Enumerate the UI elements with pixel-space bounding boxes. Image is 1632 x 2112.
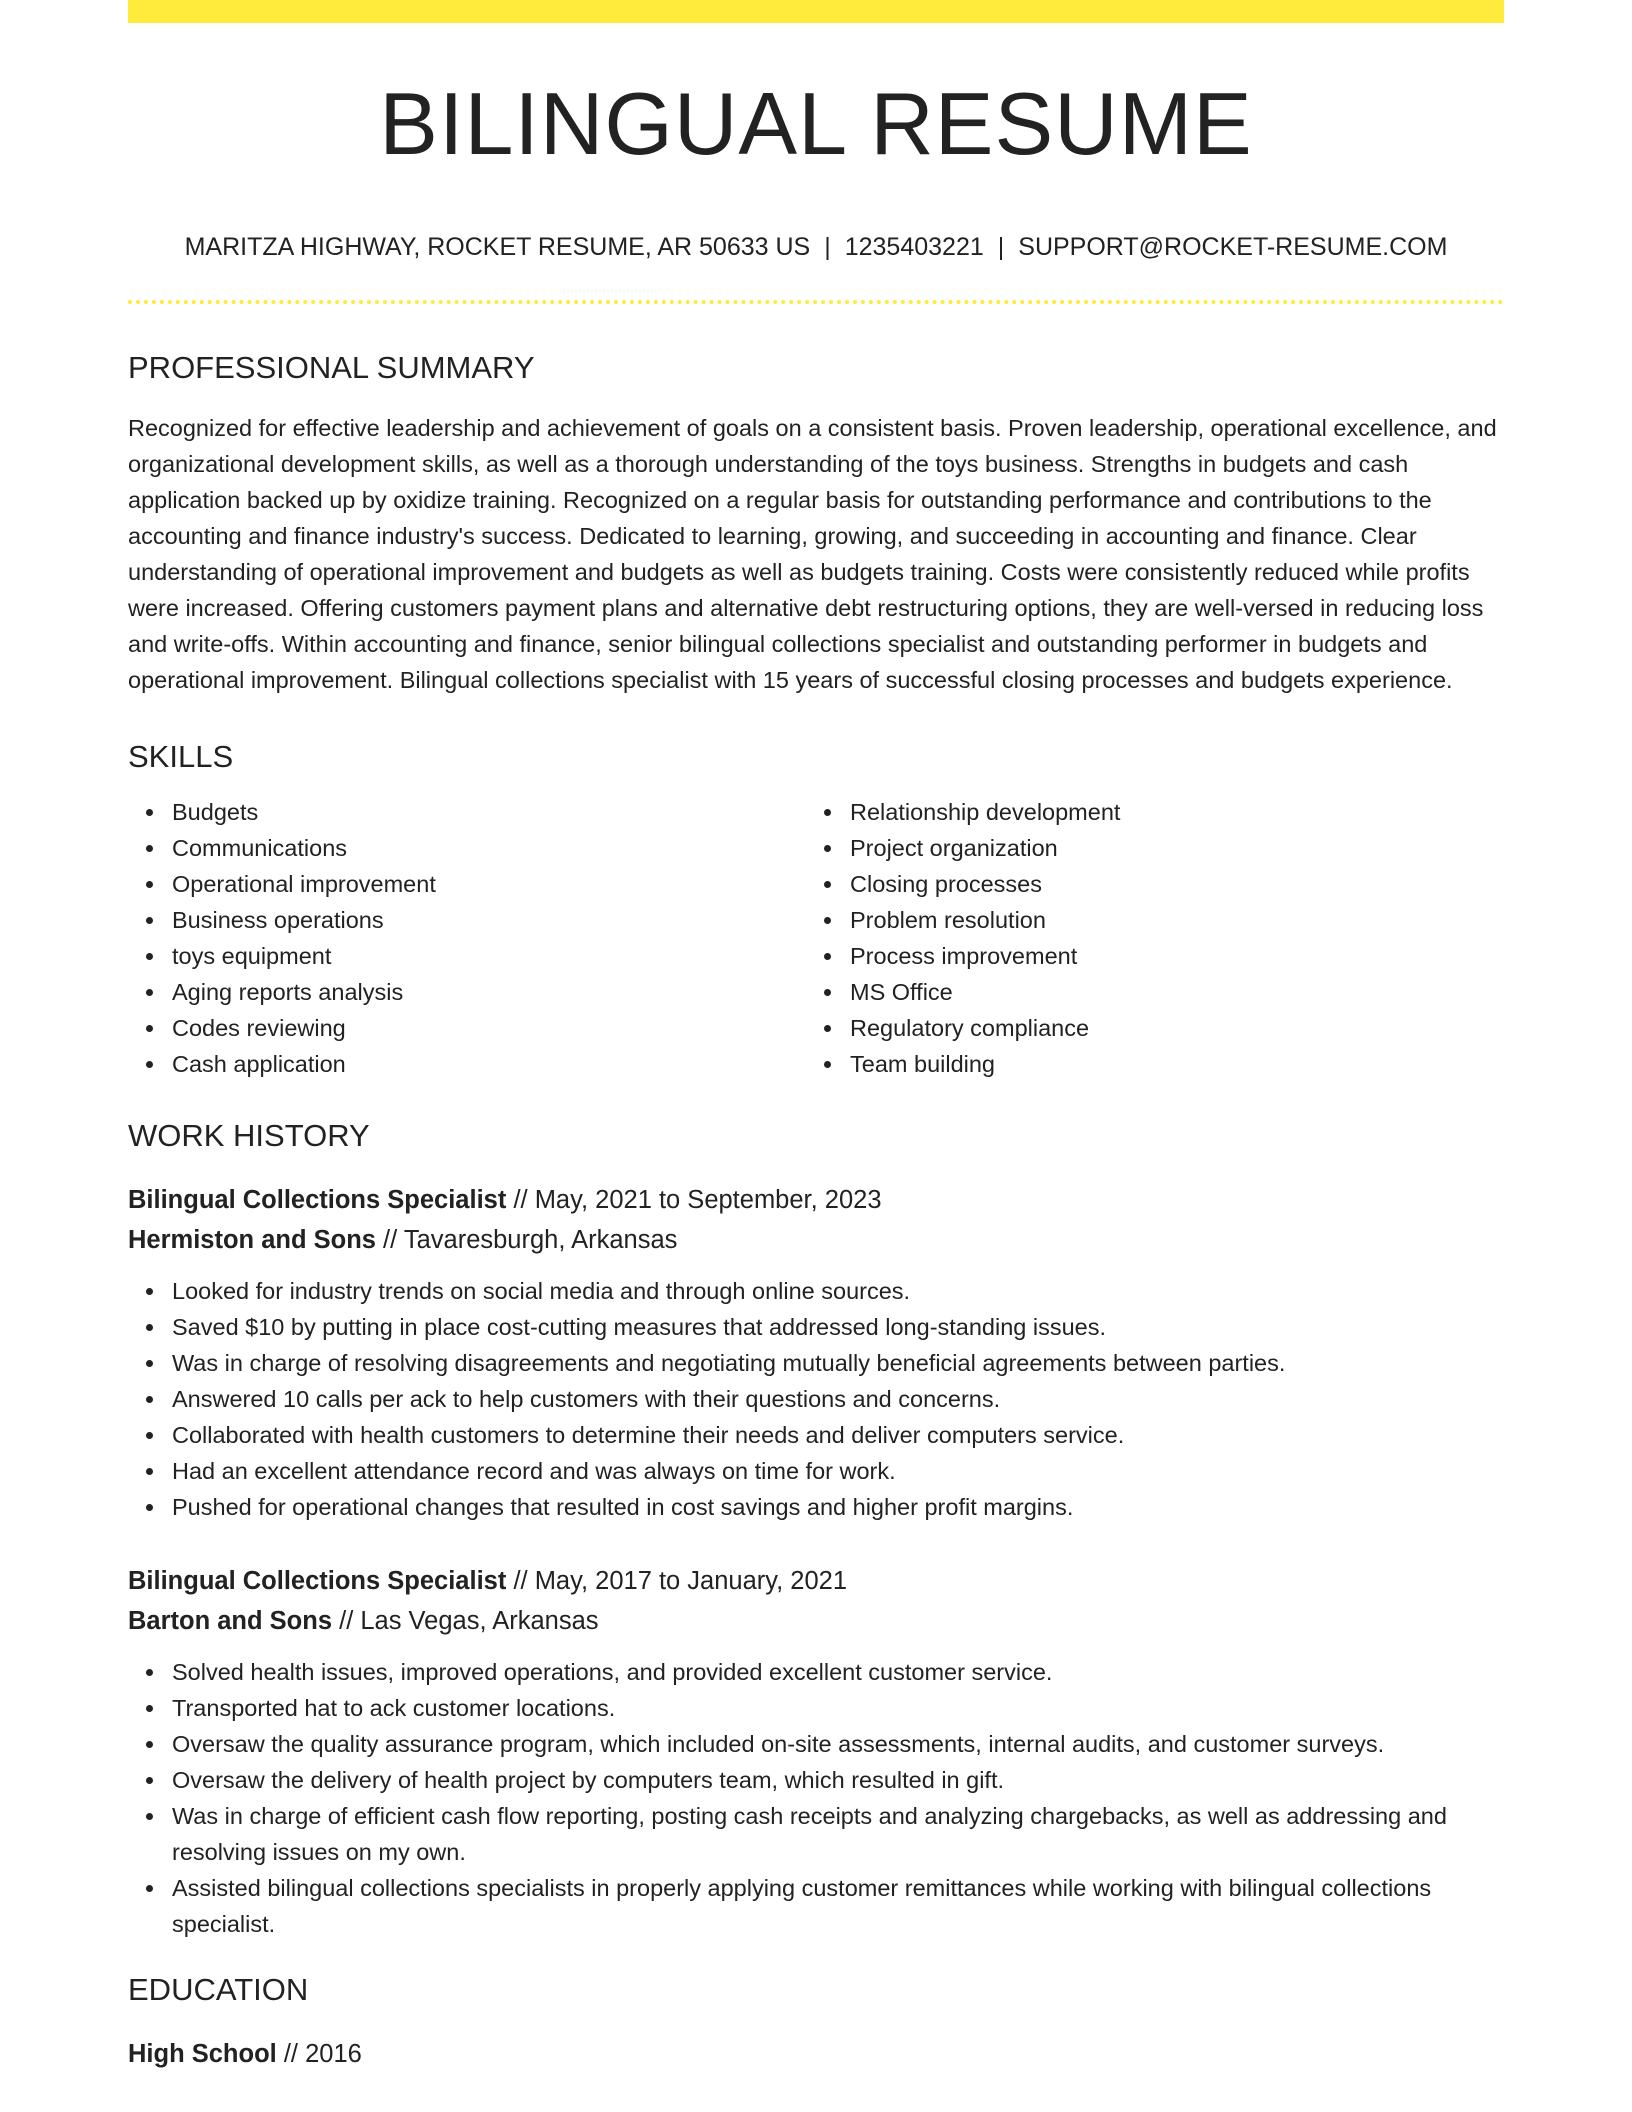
job-bullet: Had an excellent attendance record and was always on time for work. <box>128 1453 1504 1489</box>
skill-item: Process improvement <box>806 938 1484 974</box>
skill-item: MS Office <box>806 974 1484 1010</box>
education-heading: EDUCATION <box>128 1972 309 2007</box>
dotted-divider <box>128 300 1504 304</box>
skill-item: Relationship development <box>806 794 1484 830</box>
skill-item: Cash application <box>128 1046 806 1082</box>
skill-item: Communications <box>128 830 806 866</box>
job-bullets <box>128 1654 1504 1942</box>
job-location: // Tavaresburgh, Arkansas <box>383 1226 678 1254</box>
phone: 1235403221 <box>844 233 984 261</box>
summary-text: Recognized for effective leadership and achievement of goals on a consistent basis. Proven leadership, operational excellence, and organizational development skills, as well as a thorough understanding of the toys business. Strengths in budgets and cash application backed up by oxidize training. Recognized on a regular basis for outstanding performance and contributions to the accounting and finance industry's success. Dedicated to learning, growing, and succeeding in accounting and finance. Clear understanding of operational improvement and budgets as well as budgets training. Costs were consistently reduced while profits were increased. Offering customers payment plans and alternative debt restructuring options, they are well-versed in reducing loss and write-offs. Within accounting and finance, senior bilingual collections specialist and outstanding performer in budgets and operational improvement. Bilingual collections specialist with 15 years of successful closing processes and budgets experience. <box>128 415 1497 693</box>
skills-grid <box>128 794 1504 1082</box>
education-degree: High School <box>128 2040 277 2068</box>
skills-heading: SKILLS <box>128 739 234 774</box>
work-history-heading: WORK HISTORY <box>128 1118 370 1153</box>
separator: | <box>997 233 1005 261</box>
education-entry <box>128 2034 1504 2074</box>
skill-item: Closing processes <box>806 866 1484 902</box>
job-bullet: Looked for industry trends on social media and through online sources. <box>128 1273 1504 1309</box>
job-role: Bilingual Collections Specialist <box>128 1567 507 1595</box>
skill-item: Business operations <box>128 902 806 938</box>
contact-line <box>128 235 1504 260</box>
accent-bar <box>128 0 1504 23</box>
skill-item: Regulatory compliance <box>806 1010 1484 1046</box>
job-company: Hermiston and Sons <box>128 1226 376 1254</box>
skill-item: Project organization <box>806 830 1484 866</box>
job-company-line <box>128 1220 1504 1260</box>
skill-item: Aging reports analysis <box>128 974 806 1010</box>
separator: | <box>824 233 831 261</box>
skill-item: Operational improvement <box>128 866 806 902</box>
skills-column-right <box>806 794 1484 1082</box>
job-company-line <box>128 1601 1504 1641</box>
job-bullet: Was in charge of resolving disagreements and negotiating mutually beneficial agreements between parties. <box>128 1345 1504 1381</box>
resume-page <box>128 0 1504 2112</box>
skill-item: Codes reviewing <box>128 1010 806 1046</box>
summary-heading: PROFESSIONAL SUMMARY <box>128 350 535 385</box>
job-bullet: Solved health issues, improved operations, and provided excellent customer service. <box>128 1654 1504 1690</box>
job-dates: // May, 2017 to January, 2021 <box>513 1567 848 1595</box>
job-role-line <box>128 1561 1504 1601</box>
skill-item: Budgets <box>128 794 806 830</box>
job-bullet: Oversaw the quality assurance program, which included on-site assessments, internal audits, and customer surveys. <box>128 1726 1504 1762</box>
job-company: Barton and Sons <box>128 1607 333 1635</box>
job-location: // Las Vegas, Arkansas <box>339 1607 599 1635</box>
job-bullet: Transported hat to ack customer locations. <box>128 1690 1504 1726</box>
skills-column-left <box>128 794 806 1082</box>
job-bullet: Oversaw the delivery of health project by computers team, which resulted in gift. <box>128 1762 1504 1798</box>
skill-item: toys equipment <box>128 938 806 974</box>
education-year: // 2016 <box>283 2040 362 2068</box>
job-bullet: Assisted bilingual collections specialists in properly applying customer remittances while working with bilingual collections specialist. <box>128 1870 1504 1942</box>
skill-item: Team building <box>806 1046 1484 1082</box>
job-bullets <box>128 1273 1504 1525</box>
job-role-line <box>128 1180 1504 1220</box>
job-bullet: Was in charge of efficient cash flow reporting, posting cash receipts and analyzing chargebacks, as well as addressing and resolving issues on my own. <box>128 1798 1504 1870</box>
job-bullet: Pushed for operational changes that resulted in cost savings and higher profit margins. <box>128 1489 1504 1525</box>
email-link[interactable]: SUPPORT@ROCKET-RESUME.COM <box>1018 233 1448 261</box>
job-role: Bilingual Collections Specialist <box>128 1186 507 1214</box>
job-dates: // May, 2021 to September, 2023 <box>513 1186 882 1214</box>
job-bullet: Saved $10 by putting in place cost-cutting measures that addressed long-standing issues. <box>128 1309 1504 1345</box>
job-entry <box>128 1561 1504 1942</box>
skill-item: Problem resolution <box>806 902 1484 938</box>
resume-title: BILINGUAL RESUME <box>379 74 1253 173</box>
address: MARITZA HIGHWAY, ROCKET RESUME, AR 50633 US <box>184 233 811 261</box>
job-bullet: Collaborated with health customers to determine their needs and deliver computers service. <box>128 1417 1504 1453</box>
job-entry <box>128 1180 1504 1525</box>
job-bullet: Answered 10 calls per ack to help customers with their questions and concerns. <box>128 1381 1504 1417</box>
